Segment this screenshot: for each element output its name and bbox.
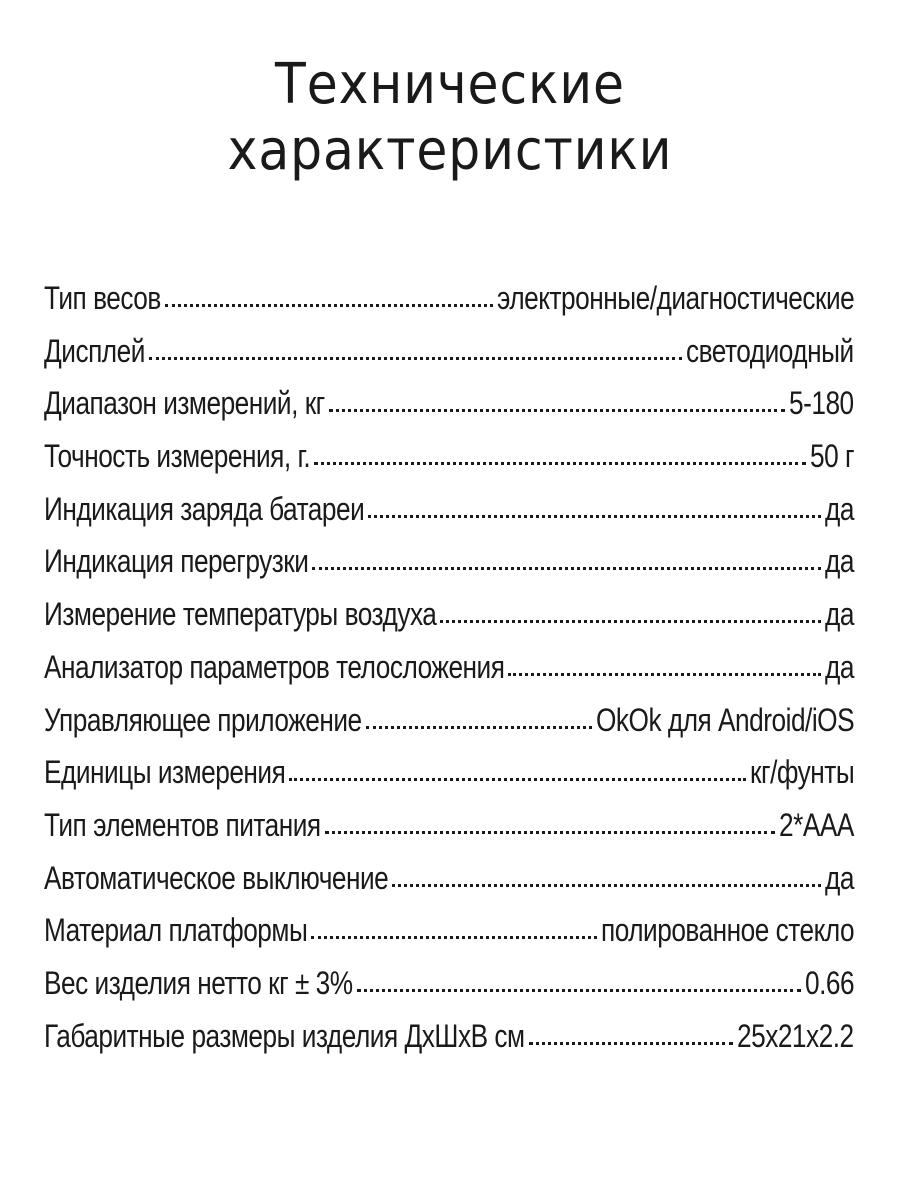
spec-label: Дисплей bbox=[44, 332, 145, 369]
spec-row-units bbox=[44, 754, 854, 807]
spec-row-body-analyzer bbox=[44, 649, 854, 702]
dot-leader bbox=[165, 304, 493, 307]
page-title-line-2: характеристики bbox=[227, 118, 673, 183]
spec-value: светодиодный bbox=[686, 332, 854, 369]
spec-row-auto-off bbox=[44, 860, 854, 913]
spec-label: Габаритные размеры изделия ДхШхВ см bbox=[44, 1017, 525, 1054]
spec-row-air-temperature bbox=[44, 596, 854, 649]
spec-row-overload-indicator bbox=[44, 543, 854, 596]
spec-value: 5-180 bbox=[789, 385, 855, 422]
spec-value: полированное стекло bbox=[600, 912, 855, 949]
dot-leader bbox=[508, 673, 821, 676]
spec-value: электронные/диагностические bbox=[496, 280, 855, 316]
spec-row-measurement-range bbox=[44, 385, 854, 438]
page-title bbox=[45, 52, 855, 184]
dot-leader bbox=[529, 1042, 734, 1045]
dot-leader bbox=[325, 831, 775, 834]
spec-label: Диапазон измерений, кг bbox=[44, 385, 325, 422]
spec-value: да bbox=[825, 543, 854, 580]
spec-row-battery-type bbox=[44, 807, 854, 860]
spec-label: Индикация перегрузки bbox=[44, 543, 309, 580]
spec-value: 0.66 bbox=[804, 964, 855, 1001]
dot-leader bbox=[314, 462, 806, 465]
spec-label: Единицы измерения bbox=[44, 754, 286, 791]
spec-value: да bbox=[825, 490, 854, 527]
spec-value: да bbox=[825, 648, 854, 685]
dot-leader bbox=[366, 726, 592, 729]
dot-leader bbox=[312, 567, 821, 570]
spec-value: да bbox=[825, 596, 854, 633]
dot-leader bbox=[357, 989, 801, 992]
spec-row-battery-indicator bbox=[44, 491, 854, 544]
spec-label: Тип элементов питания bbox=[44, 806, 321, 843]
spec-row-scale-type bbox=[44, 280, 854, 333]
spec-value: 50 г bbox=[809, 438, 855, 475]
spec-value: 25x21x2.2 bbox=[737, 1017, 854, 1054]
spec-value: OkOk для Android/iOS bbox=[595, 701, 855, 738]
spec-label: Материал платформы bbox=[44, 912, 308, 949]
dot-leader bbox=[311, 936, 597, 939]
dot-leader bbox=[368, 515, 821, 518]
dot-leader bbox=[149, 357, 682, 360]
dot-leader bbox=[329, 409, 786, 412]
spec-row-control-app bbox=[44, 702, 854, 755]
dot-leader bbox=[392, 884, 821, 887]
spec-label: Точность измерения, г. bbox=[44, 438, 311, 475]
dot-leader bbox=[440, 620, 821, 623]
spec-label: Индикация заряда батареи bbox=[44, 490, 365, 527]
spec-row-accuracy bbox=[44, 438, 854, 491]
spec-value: да bbox=[825, 859, 854, 896]
spec-value: кг/фунты bbox=[749, 754, 854, 791]
dot-leader bbox=[289, 778, 745, 781]
spec-label: Управляющее приложение bbox=[44, 701, 362, 738]
specifications-list bbox=[44, 280, 854, 1070]
spec-row-display bbox=[44, 333, 854, 386]
spec-label: Измерение температуры воздуха bbox=[44, 596, 437, 633]
spec-row-platform-material bbox=[44, 912, 854, 965]
spec-row-net-weight bbox=[44, 965, 854, 1018]
spec-label: Автоматическое выключение bbox=[44, 859, 389, 896]
spec-row-dimensions bbox=[44, 1018, 854, 1071]
spec-value: 2*AAA bbox=[779, 806, 854, 843]
page-title-line-1: Технические bbox=[275, 52, 625, 117]
spec-label: Тип весов bbox=[44, 280, 161, 316]
spec-label: Анализатор параметров телосложения bbox=[44, 648, 505, 685]
spec-label: Вес изделия нетто кг ± 3% bbox=[44, 964, 353, 1001]
